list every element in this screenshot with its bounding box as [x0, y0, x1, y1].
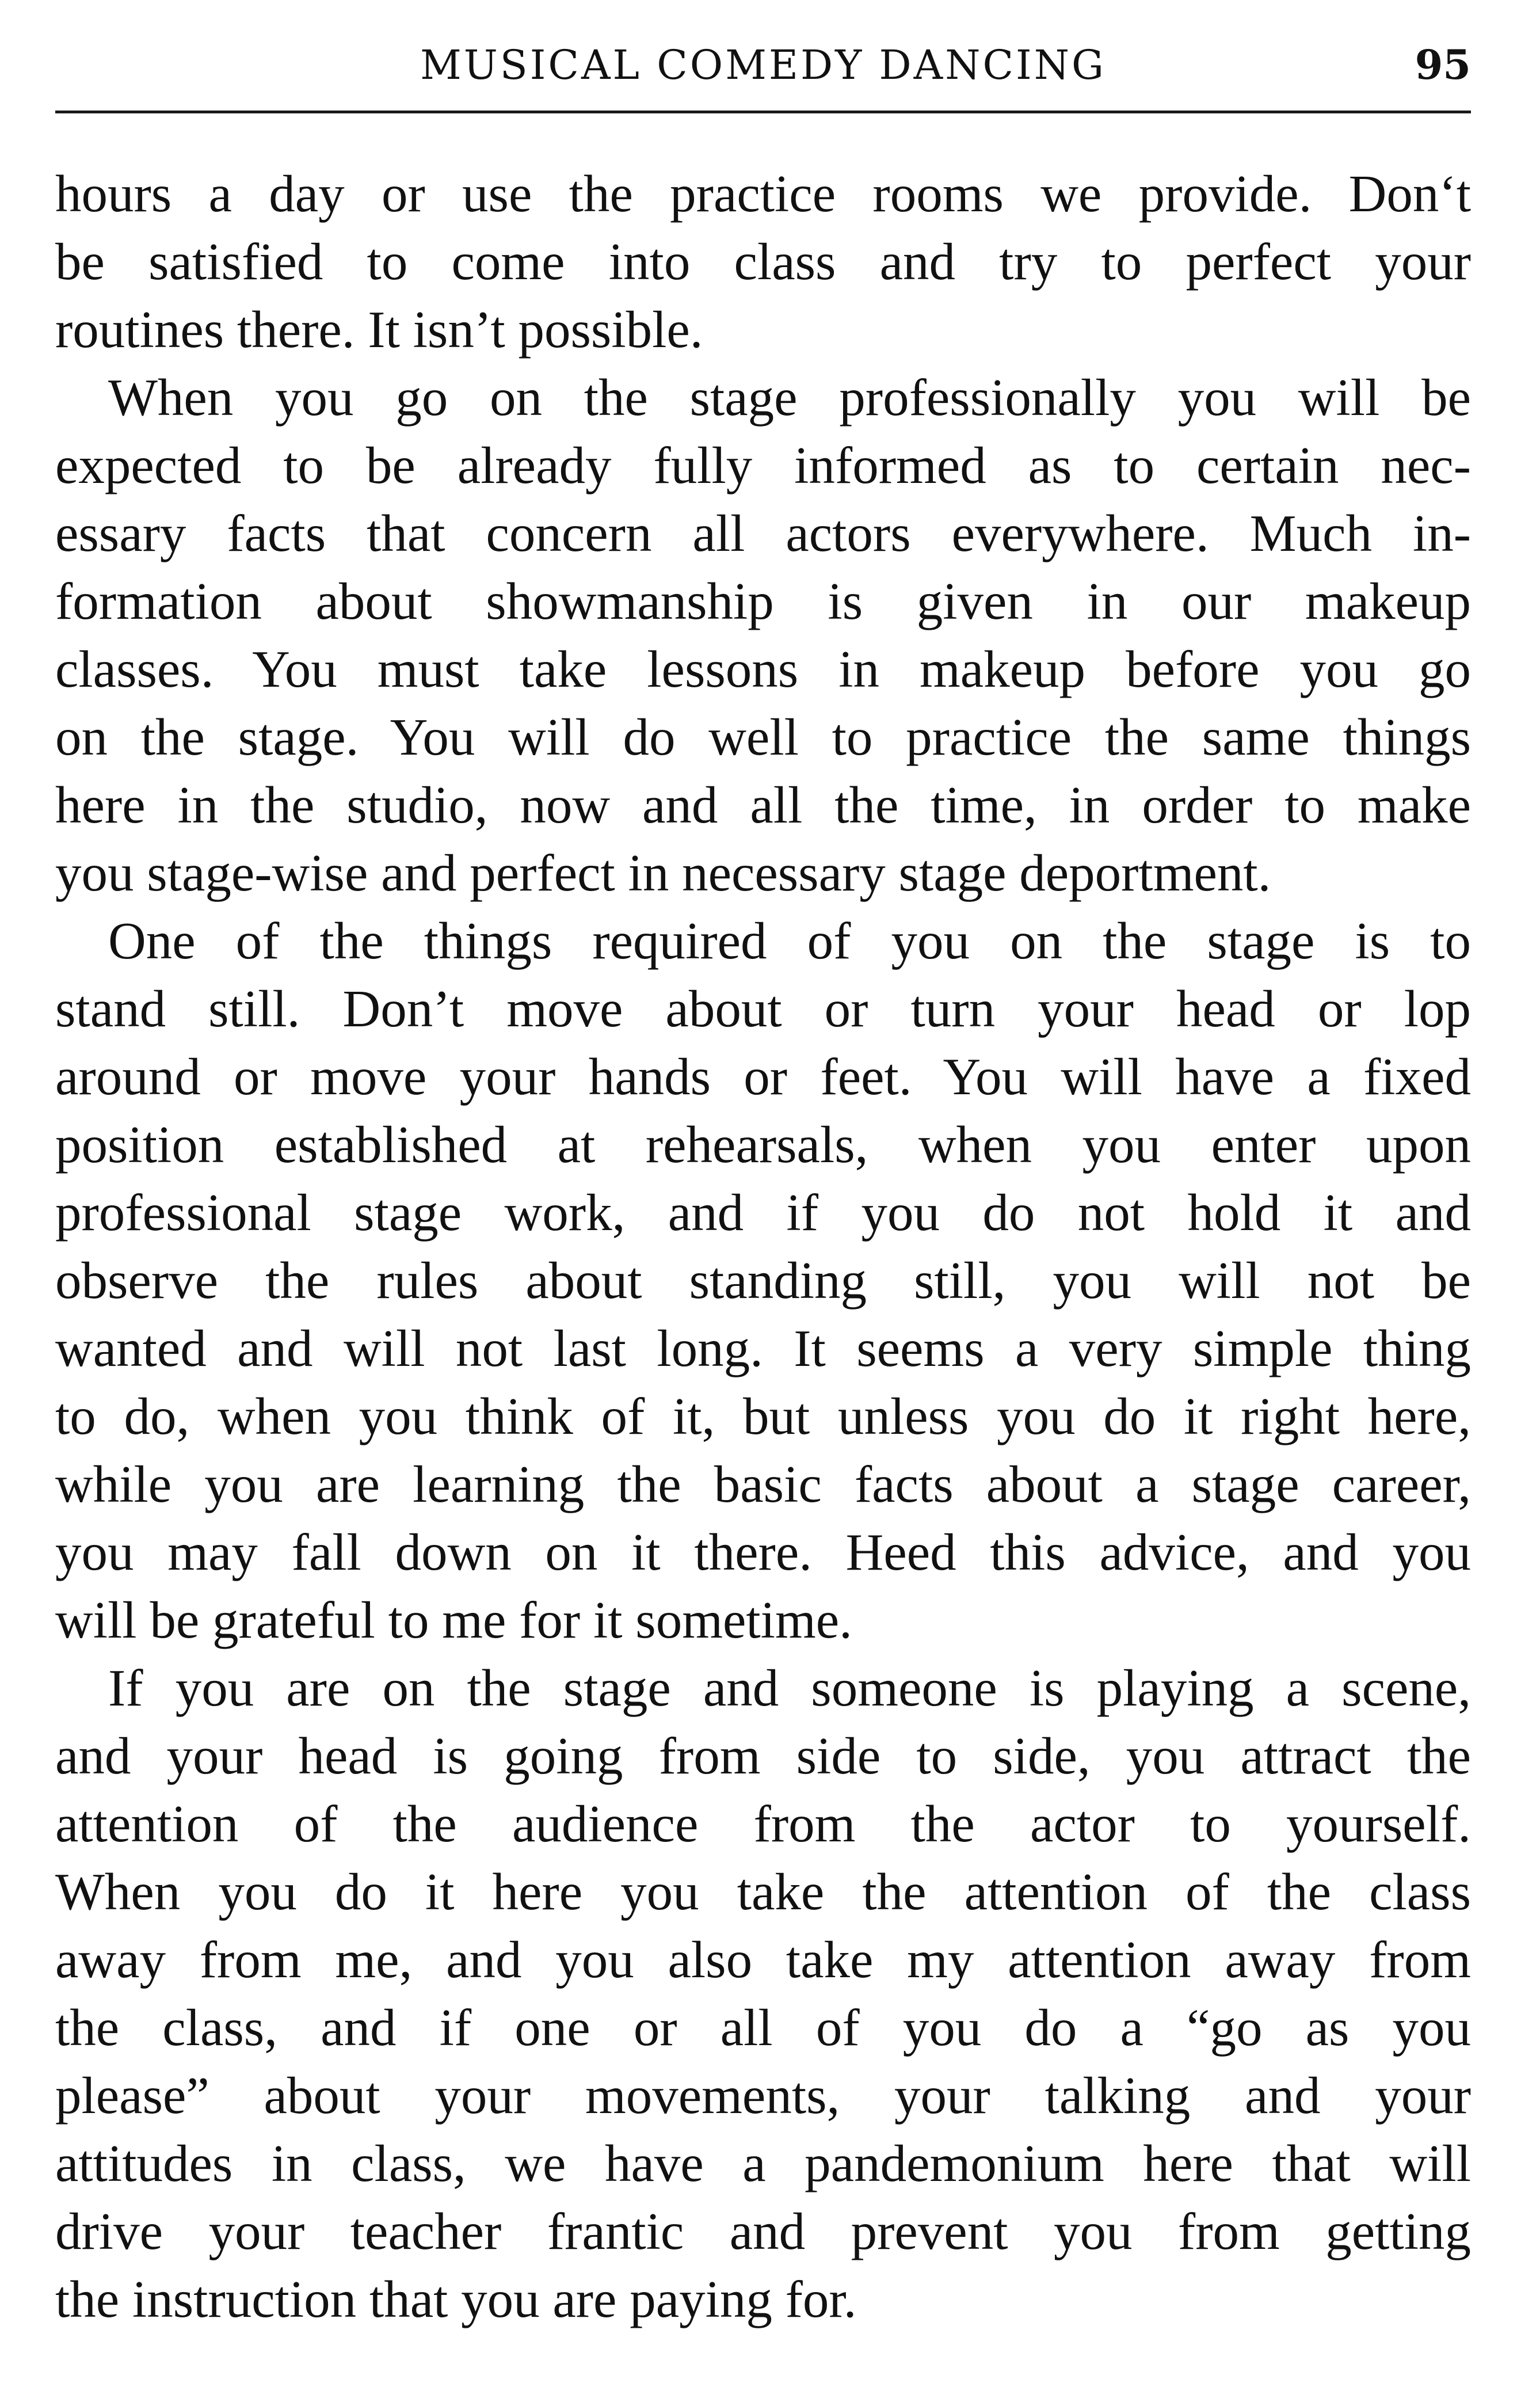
running-title: MUSICAL COMEDY DANCING [420, 41, 1106, 89]
text-line: and your head is going from side to side, you attract the [55, 1727, 1471, 1785]
text-line: formation about showmanship is given in our makeup [55, 572, 1471, 630]
body-text [55, 160, 1471, 2333]
text-line: When you go on the stage professionally you will be [108, 368, 1471, 427]
text-line: routines there. It isn’t possible. [55, 300, 703, 359]
text-line: be satisfied to come into class and try to perfect your [55, 233, 1471, 291]
text-line: here in the studio, now and all the time, in order to make [55, 776, 1471, 834]
text-line: attention of the audience from the actor to yourself. [55, 1795, 1471, 1853]
text-line: position established at rehearsals, when you enter upon [55, 1116, 1471, 1174]
text-line: away from me, and you also take my attention away from [55, 1931, 1471, 1989]
text-line: professional stage work, and if you do not hold it and [55, 1183, 1471, 1242]
text-line: you may fall down on it there. Heed this advice, and you [55, 1523, 1471, 1581]
text-line: classes. You must take lessons in makeup before you go [55, 640, 1471, 698]
text-line: When you do it here you take the attention of the class [55, 1863, 1471, 1921]
paragraph-4 [55, 1654, 1471, 2333]
text-line: expected to be already fully informed as to certain nec- [55, 436, 1471, 494]
text-line: hours a day or use the practice rooms we provide. Don‘t [55, 165, 1471, 223]
header-rule [55, 111, 1471, 113]
text-line: you stage-wise and perfect in necessary stage deportment. [55, 844, 1271, 902]
text-line: will be grateful to me for it sometime. [55, 1591, 852, 1649]
text-line: attitudes in class, we have a pandemonium here that will [55, 2134, 1471, 2192]
paragraph-3 [55, 907, 1471, 1654]
text-line: the class, and if one or all of you do a “go as you [55, 1998, 1471, 2057]
paragraph-2 [55, 364, 1471, 907]
text-line: observe the rules about standing still, you will not be [55, 1251, 1471, 1309]
text-line: on the stage. You will do well to practice the same things [55, 708, 1471, 766]
text-line: the instruction that you are paying for. [55, 2270, 857, 2328]
text-line: please” about your movements, your talking and your [55, 2066, 1471, 2125]
text-line: drive your teacher frantic and prevent you from getting [55, 2202, 1471, 2260]
paragraph-1 [55, 160, 1471, 364]
text-line: to do, when you think of it, but unless you do it right here, [55, 1387, 1471, 1445]
text-line: One of the things required of you on the stage is to [108, 912, 1471, 970]
running-head [55, 35, 1471, 98]
text-line: while you are learning the basic facts about a stage career, [55, 1455, 1471, 1513]
page-number: 95 [1415, 41, 1471, 89]
text-line: If you are on the stage and someone is playing a scene, [108, 1659, 1471, 1717]
text-line: essary facts that concern all actors everywhere. Much in- [55, 504, 1471, 562]
text-line: wanted and will not last long. It seems a very simple thing [55, 1319, 1471, 1377]
text-line: around or move your hands or feet. You will have a fixed [55, 1048, 1471, 1106]
text-line: stand still. Don’t move about or turn your head or lop [55, 980, 1471, 1038]
